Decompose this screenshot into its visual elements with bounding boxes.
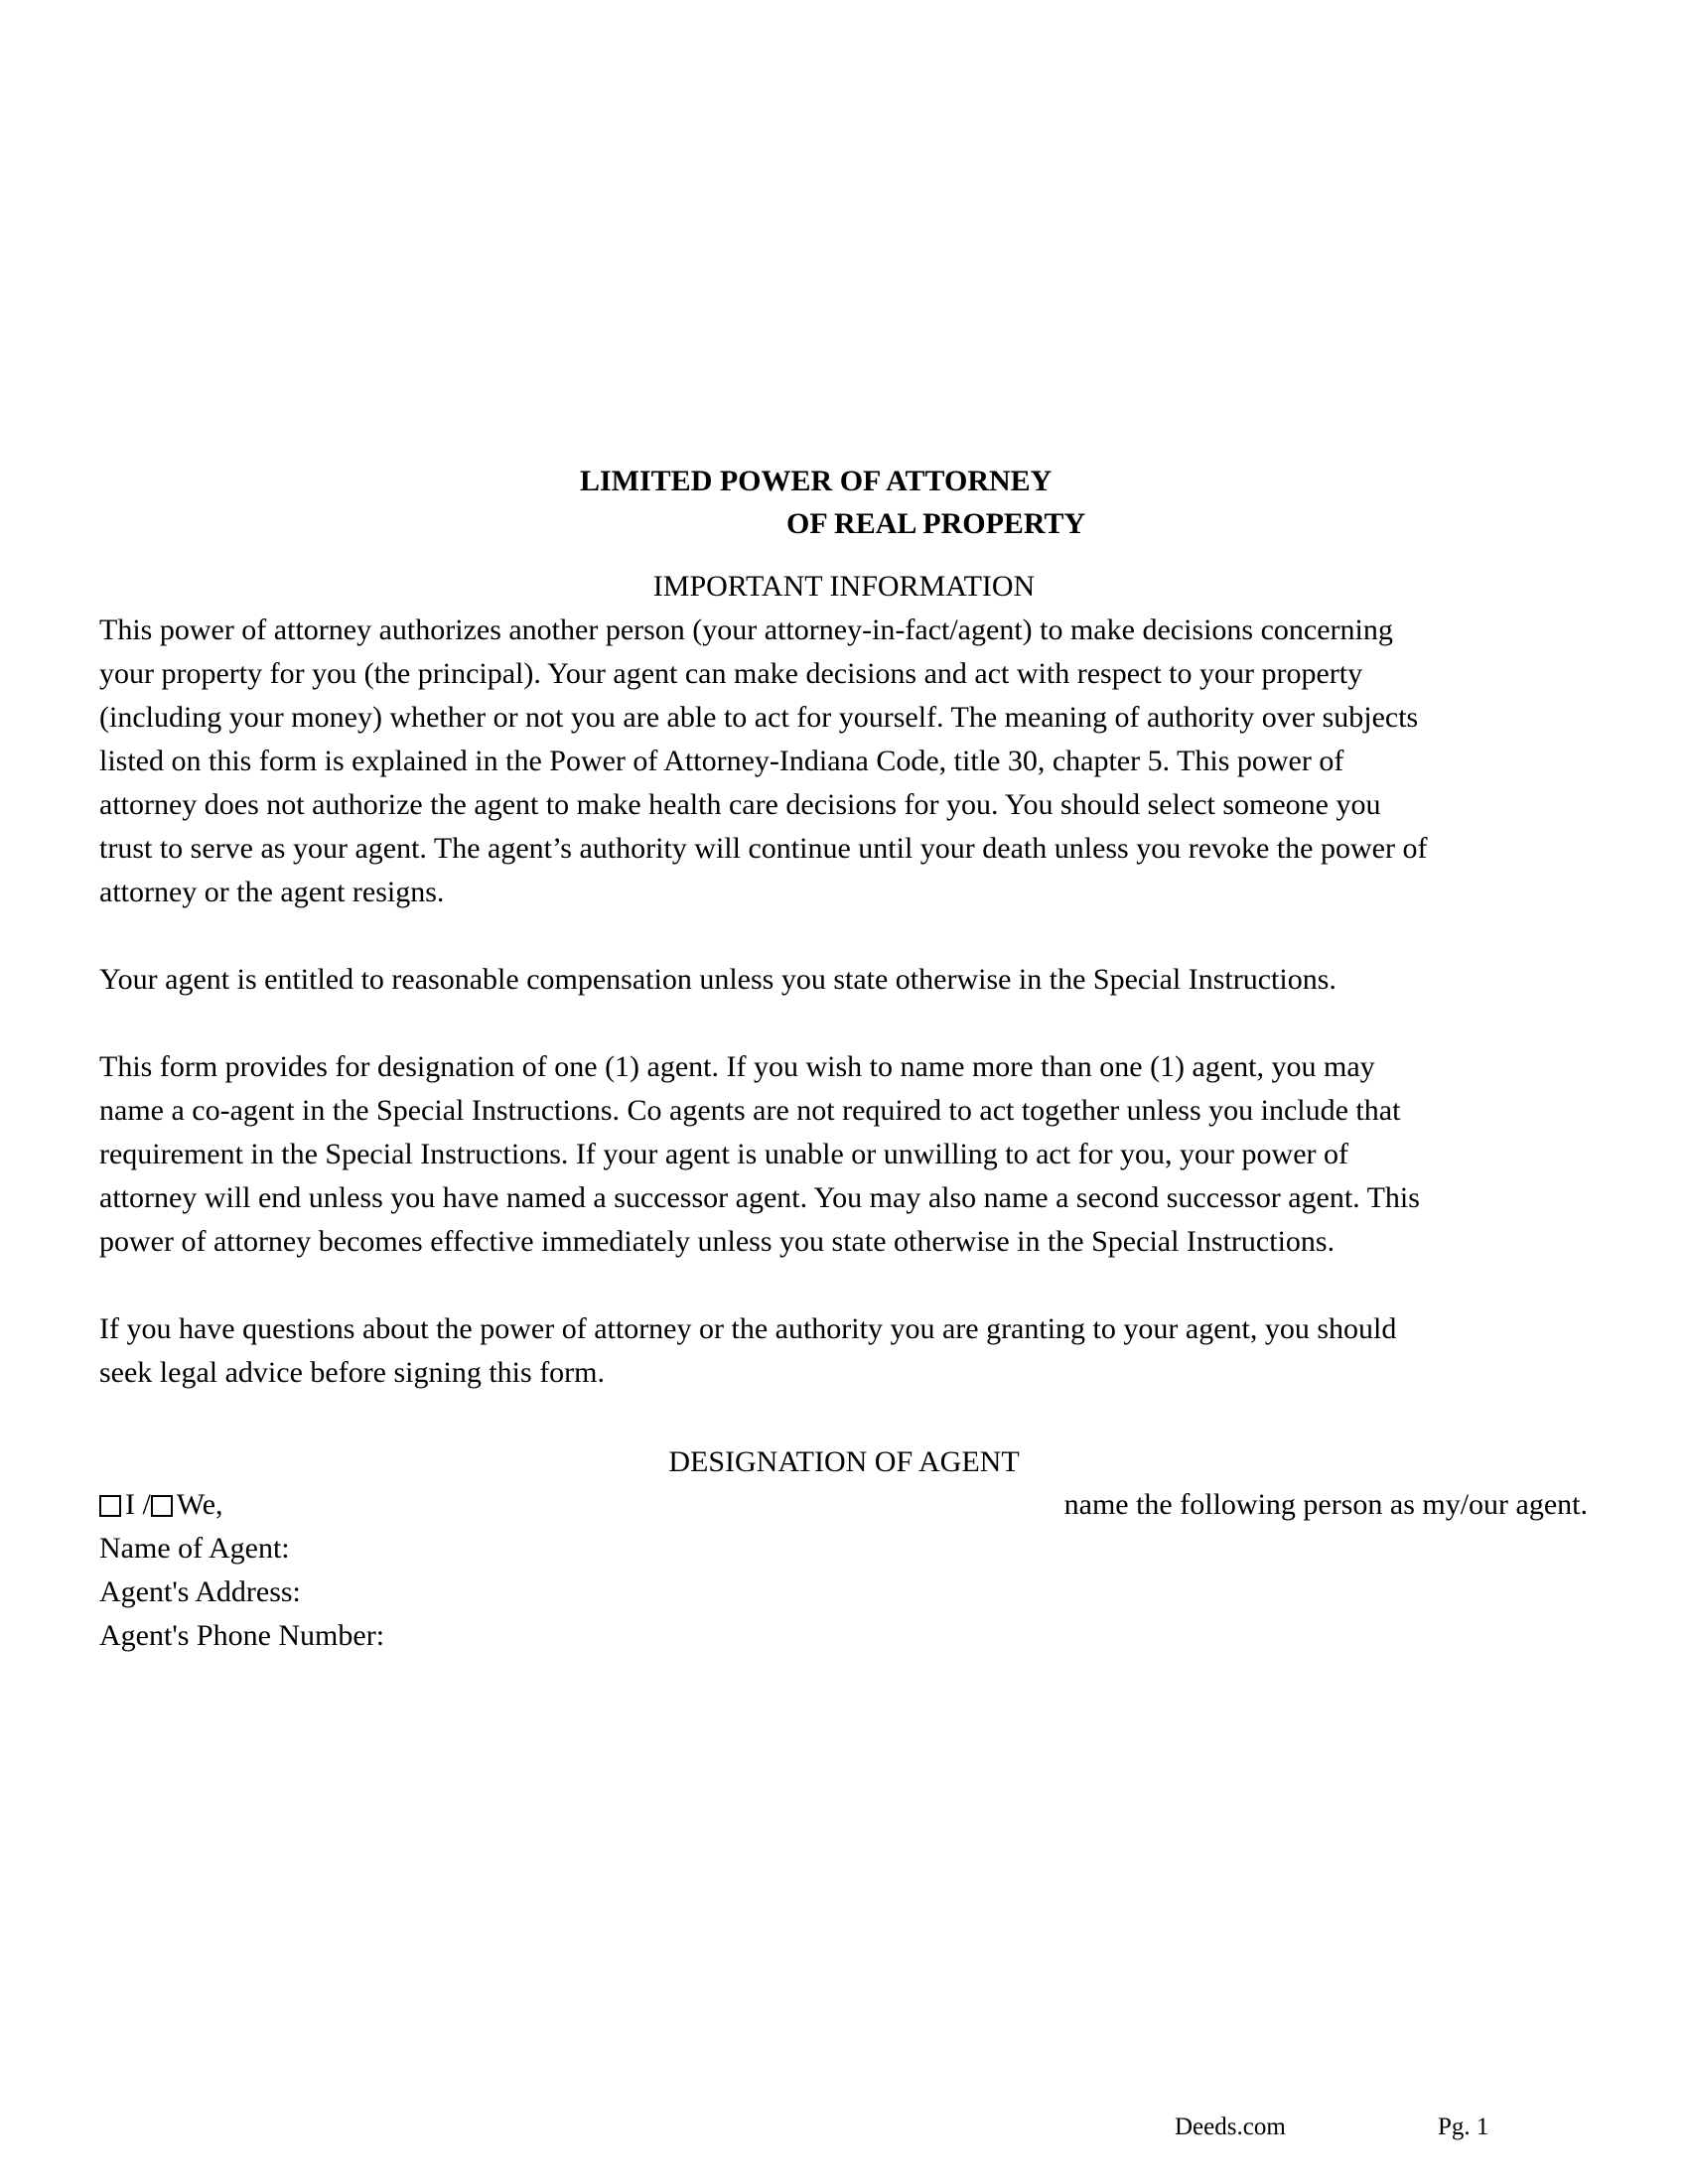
paragraph-agents [99, 1045, 1589, 1264]
footer-site-name: Deeds.com [1175, 2114, 1286, 2140]
agent-name-label: Name of Agent: [99, 1532, 290, 1565]
option-i-label: I / [125, 1488, 151, 1521]
checkbox-we[interactable] [151, 1495, 173, 1517]
paragraph-line: This form provides for designation of one (1) agent. If you wish to name more than one (1) agent, you may [99, 1050, 1375, 1083]
paragraph-line: attorney will end unless you have named a successor agent. You may also name a second successor agent. This [99, 1181, 1420, 1214]
paragraph-legal-advice [99, 1307, 1589, 1395]
paragraph-line: name a co-agent in the Special Instructions. Co agents are not required to act together unless you include that [99, 1094, 1401, 1127]
designation-of-agent-heading: DESIGNATION OF AGENT [668, 1445, 1020, 1478]
name-agent-clause: name the following person as my/our agent. [1063, 1488, 1588, 1521]
document-title-line-2: OF REAL PROPERTY [786, 507, 1086, 540]
paragraph-line: your property for you (the principal). Your agent can make decisions and act with respect to your property [99, 657, 1363, 690]
footer-page-number: Pg. 1 [1438, 2114, 1489, 2140]
checkbox-i[interactable] [99, 1495, 121, 1517]
paragraph-line: seek legal advice before signing this form. [99, 1356, 606, 1389]
option-we-label: We, [176, 1488, 223, 1521]
agent-phone-label: Agent's Phone Number: [99, 1619, 385, 1652]
paragraph-line: (including your money) whether or not you are able to act for yourself. The meaning of authority over subjects [99, 701, 1419, 734]
paragraph-line: listed on this form is explained in the Power of Attorney-Indiana Code, title 30, chapter 5. This power of [99, 745, 1344, 777]
paragraph-authorization [99, 609, 1589, 914]
paragraph-line: Your agent is entitled to reasonable compensation unless you state otherwise in the Special Instructions. [99, 963, 1336, 996]
paragraph-line: If you have questions about the power of attorney or the authority you are granting to your agent, you should [99, 1312, 1397, 1345]
document-title-line-1: LIMITED POWER OF ATTORNEY [580, 465, 1053, 497]
paragraph-line: trust to serve as your agent. The agent’s authority will continue until your death unless you revoke the power of [99, 832, 1428, 865]
principal-selection-row [99, 1488, 223, 1522]
paragraph-line: This power of attorney authorizes another person (your attorney-in-fact/agent) to make decisions concerning [99, 614, 1393, 646]
agent-address-label: Agent's Address: [99, 1575, 301, 1608]
paragraph-line: power of attorney becomes effective immediately unless you state otherwise in the Special Instructions. [99, 1225, 1336, 1258]
paragraph-line: attorney does not authorize the agent to make health care decisions for you. You should select someone you [99, 788, 1381, 821]
paragraph-compensation [99, 958, 1589, 1002]
important-information-heading: IMPORTANT INFORMATION [652, 570, 1036, 603]
paragraph-line: requirement in the Special Instructions. If your agent is unable or unwilling to act for you, your power of [99, 1138, 1349, 1170]
paragraph-line: attorney or the agent resigns. [99, 876, 445, 908]
